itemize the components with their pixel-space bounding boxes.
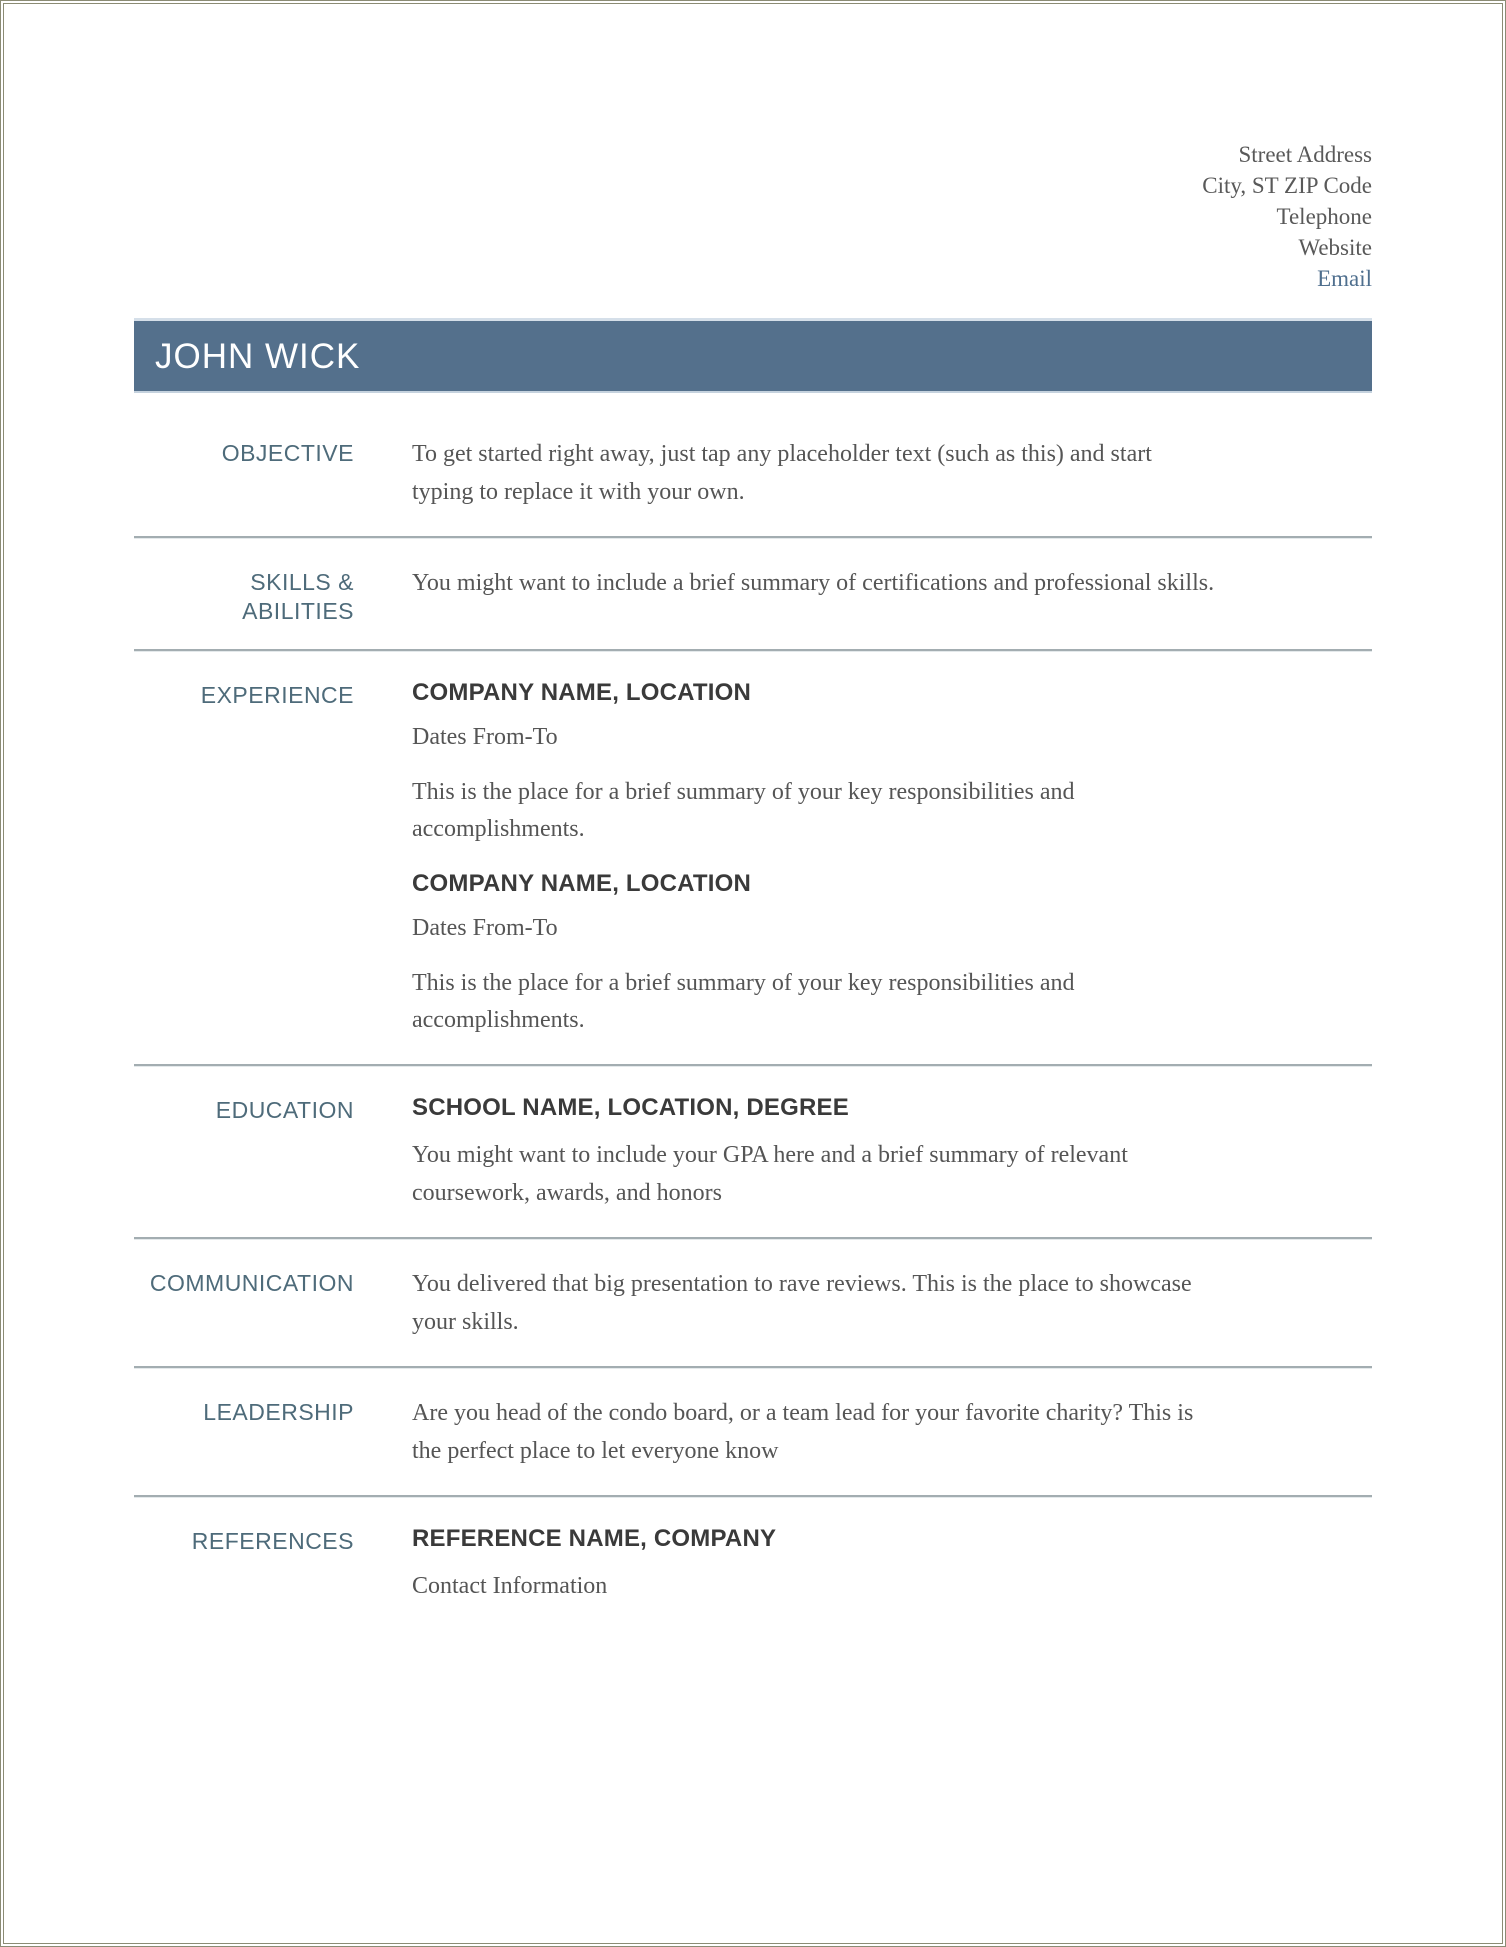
section-body [412, 678, 1217, 1040]
section-communication [134, 1239, 1372, 1366]
section-label: OBJECTIVE [221, 440, 354, 466]
section-body [412, 565, 1214, 626]
job-summary-text: This is the place for a brief summary of your key responsibilities and accomplishments. [412, 778, 1075, 843]
reference-contact-text: Contact Information [412, 1572, 608, 1599]
placeholder-text: You might want to include a brief summary of certifications and professional skills. [412, 569, 1215, 596]
section-education [134, 1066, 1372, 1237]
contact-website: Website [1298, 235, 1372, 260]
company-name-heading: COMPANY NAME, LOCATION [412, 870, 752, 898]
section-label: REFERENCES [191, 1527, 354, 1554]
contact-email-link[interactable]: Email [1317, 266, 1372, 291]
company-name-heading: COMPANY NAME, LOCATION [412, 679, 752, 707]
name-banner [134, 318, 1372, 393]
education-summary-text: You might want to include your GPA here and a brief summary of relevant coursework, awards, and honors [412, 1142, 1128, 1207]
section-leadership [134, 1368, 1372, 1495]
section-references [134, 1497, 1372, 1630]
section-body [412, 1266, 1217, 1342]
page-content [134, 1, 1372, 1630]
resume-sections [134, 409, 1372, 1630]
section-body [412, 1093, 1217, 1213]
section-skills-abilities [134, 538, 1372, 650]
school-name-heading: SCHOOL NAME, LOCATION, DEGREE [412, 1094, 849, 1122]
section-experience [134, 651, 1372, 1064]
leadership-text: Are you head of the condo board, or a team lead for your favorite charity? This is the perfect place to let everyone know [412, 1399, 1194, 1464]
section-label: COMMUNICATION [149, 1270, 354, 1297]
section-label: EDUCATION [215, 1097, 354, 1124]
section-label: LEADERSHIP [203, 1398, 354, 1425]
section-body [412, 1524, 776, 1606]
contact-street-address: Street Address [1238, 142, 1372, 167]
section-objective [134, 409, 1372, 536]
job-summary-text: This is the place for a brief summary of your key responsibilities and accomplishments. [412, 969, 1075, 1034]
communication-text: You delivered that big presentation to rave reviews. This is the place to showcase your skills. [412, 1271, 1192, 1336]
contact-block [134, 1, 1372, 294]
reference-name-heading: REFERENCE NAME, COMPANY [412, 1524, 777, 1552]
contact-city-zip: City, ST ZIP Code [1202, 173, 1372, 198]
section-label: SKILLS & ABILITIES [242, 568, 354, 624]
section-body [412, 436, 1217, 512]
dates-from-to: Dates From-To [412, 724, 558, 751]
placeholder-text: To get started right away, just tap any placeholder text (such as this) and start typing to replace it with your own. [412, 441, 1152, 505]
contact-telephone: Telephone [1276, 204, 1372, 229]
section-body [412, 1395, 1217, 1471]
section-label: EXPERIENCE [200, 682, 354, 709]
page-title: JOHN WICK [155, 336, 361, 376]
dates-from-to: Dates From-To [412, 915, 558, 942]
